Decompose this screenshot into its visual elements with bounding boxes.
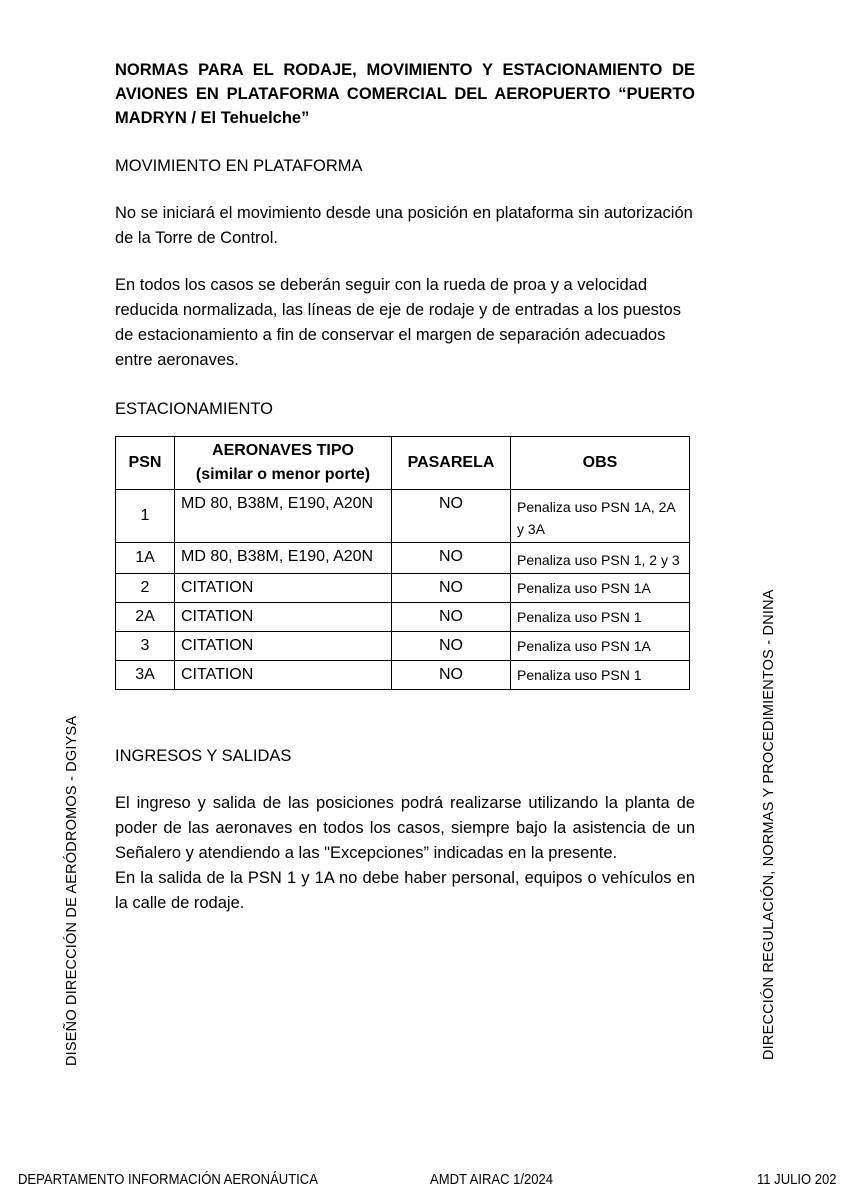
cell-aeronaves: CITATION: [175, 661, 392, 690]
cell-aeronaves: MD 80, B38M, E190, A20N: [175, 490, 392, 543]
parking-table: [115, 436, 690, 690]
cell-pasarela: NO: [392, 661, 511, 690]
cell-obs: Penaliza uso PSN 1A, 2A y 3A: [511, 490, 690, 543]
header-aeronaves: [175, 437, 392, 490]
table-row: [116, 490, 690, 543]
table-row: [116, 632, 690, 661]
header-aeronaves-line2: (similar o menor porte): [195, 466, 371, 483]
cell-obs: Penaliza uso PSN 1: [511, 603, 690, 632]
cell-aeronaves: CITATION: [175, 574, 392, 603]
document-title: NORMAS PARA EL RODAJE, MOVIMIENTO Y ESTACIONAMIENTO DE AVIONES EN PLATAFORMA COMERCIAL DEL AEROPUERTO “PUERTO MADRYN / El Tehuelche”: [115, 61, 695, 127]
right-margin-label: DIRECCIÓN REGULACIÓN, NORMAS Y PROCEDIMIENTOS - DNINA: [761, 589, 777, 1060]
cell-obs: Penaliza uso PSN 1A: [511, 574, 690, 603]
header-aeronaves-line1: AERONAVES TIPO: [212, 442, 354, 459]
table-row: [116, 661, 690, 690]
cell-aeronaves: MD 80, B38M, E190, A20N: [175, 543, 392, 574]
table-header-row: [116, 437, 690, 490]
table-row: [116, 603, 690, 632]
cell-psn: 2A: [116, 603, 175, 632]
cell-psn: 1A: [116, 543, 175, 574]
header-obs: OBS: [511, 437, 690, 490]
cell-psn: 2: [116, 574, 175, 603]
cell-psn: 3: [116, 632, 175, 661]
cell-psn: 1: [116, 490, 175, 543]
header-psn: PSN: [116, 437, 175, 490]
heading-estacionamiento: ESTACIONAMIENTO: [115, 400, 273, 418]
paragraph-ingresos-1: El ingreso y salida de las posiciones podrá realizarse utilizando la planta de poder de las aeronaves en todos los casos, siempre bajo la asistencia de un Señalero y atendiendo a las "Excepciones” indicadas en la presente.: [115, 794, 695, 862]
paragraph-movimiento-1: No se iniciará el movimiento desde una posición en plataforma sin autorización de la Torre de Control.: [115, 204, 693, 247]
cell-aeronaves: CITATION: [175, 603, 392, 632]
cell-aeronaves: CITATION: [175, 632, 392, 661]
paragraph-ingresos-2: En la salida de la PSN 1 y 1A no debe haber personal, equipos o vehículos en la calle de rodaje.: [115, 869, 695, 912]
cell-pasarela: NO: [392, 632, 511, 661]
header-pasarela: PASARELA: [392, 437, 511, 490]
cell-pasarela: NO: [392, 574, 511, 603]
table-row: [116, 574, 690, 603]
cell-pasarela: NO: [392, 490, 511, 543]
footer-date: 11 JULIO 202: [757, 1172, 837, 1188]
heading-ingresos: INGRESOS Y SALIDAS: [115, 747, 292, 765]
cell-obs: Penaliza uso PSN 1, 2 y 3: [511, 543, 690, 574]
cell-psn: 3A: [116, 661, 175, 690]
cell-obs: Penaliza uso PSN 1: [511, 661, 690, 690]
footer-amendment: AMDT AIRAC 1/2024: [430, 1172, 554, 1188]
paragraph-movimiento-2: En todos los casos se deberán seguir con la rueda de proa y a velocidad reducida normalizada, las líneas de eje de rodaje y de entradas a los puestos de estacionamiento a fin de conservar el margen de separación adecuados entre aeronaves.: [115, 276, 681, 369]
left-margin-label: DISEÑO DIRECCIÓN DE AERÓDROMOS - DGIYSA: [64, 715, 80, 1066]
cell-pasarela: NO: [392, 603, 511, 632]
heading-movimiento: MOVIMIENTO EN PLATAFORMA: [115, 157, 363, 175]
cell-obs: Penaliza uso PSN 1A: [511, 632, 690, 661]
footer-department: DEPARTAMENTO INFORMACIÓN AERONÁUTICA: [18, 1172, 318, 1188]
table-row: [116, 543, 690, 574]
document-body: [115, 58, 695, 916]
cell-pasarela: NO: [392, 543, 511, 574]
